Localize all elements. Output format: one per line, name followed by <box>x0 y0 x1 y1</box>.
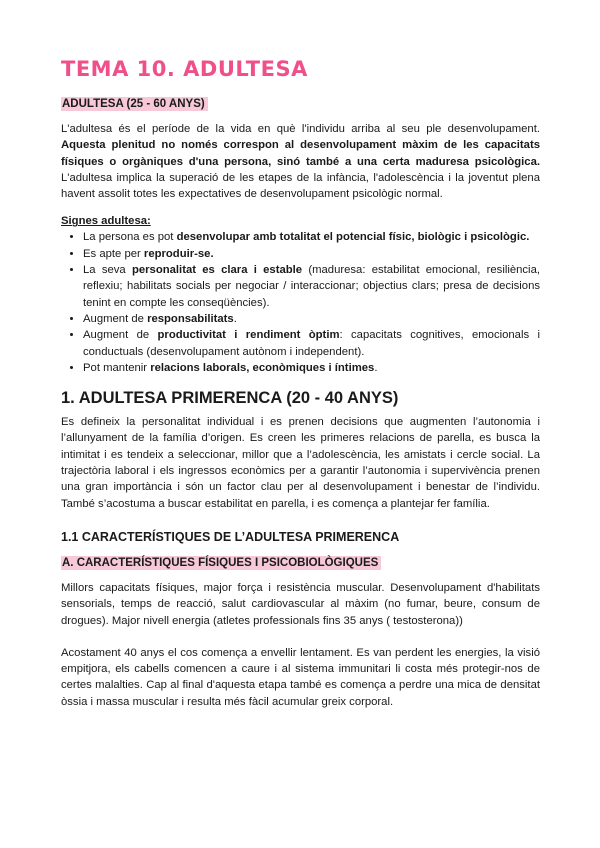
intro-paragraph <box>61 121 540 202</box>
document-page <box>61 54 540 710</box>
section-1-paragraph: Es defineix la personalitat individual i es prenen decisions que augmenten l’autonomia i l’allunyament de la família d’origen. Es creen les primeres relacions de parella, es busca la intimitat i es tendeix a seleccionar, millor que a l’adolescència, les amistats i cercle social. La trajectòria laboral i els ingressos econòmics per a garantir l’autonomia i supervivència prenen una gran importància i són un factor clau per al desenvolupament i benestar de l’individu. També s’acostuma a buscar estabilitat en parella, i es comença a plantejar fer família. <box>61 416 540 510</box>
physical-heading-block <box>61 553 540 571</box>
signs-item: • La seva personalitat es clara i estable (maduresa: estabilitat emocional, resiliència, reflexiu; habilitats socials per negociar / interaccionar; objectius clars; presa de decisions tenint en compte les conseqüències). <box>83 262 540 311</box>
adultesa-heading: ADULTESA (25 - 60 ANYS) <box>61 97 208 111</box>
signs-item: • La persona es pot desenvolupar amb totalitat el potencial físic, biològic i psicològic. <box>83 229 540 245</box>
intro-text-1: L'adultesa és el període de la vida en què l'individu arriba al seu ple desenvolupament. <box>61 123 540 135</box>
signs-item: • Augment de responsabilitats. <box>83 311 540 327</box>
intro-bold: Aquesta plenitud no només correspon al desenvolupament màxim de les capacitats físiques o orgàniques d'una persona, sinó també a una certa maduresa psicològica. <box>61 139 540 168</box>
physical-heading: A. CARACTERÍSTIQUES FÍSIQUES I PSICOBIOLÒGIQUES <box>61 556 381 570</box>
document-title: TEMA 10. ADULTESA <box>61 57 308 81</box>
paragraph-gap <box>61 629 540 645</box>
signs-list <box>61 229 540 376</box>
physical-paragraph-2: Acostament 40 anys el cos comença a envellir lentament. Es van perdent les energies, la visió empitjora, els cabells comencen a caure i al sistema immunitari li costa més protegir-nos de certes malalties. Cap al final d'aquesta etapa també es comença a perdre una mica de densitat òssia i massa muscular i resulta més fàcil acumular greix corporal. <box>61 646 540 708</box>
adultesa-heading-block <box>61 94 540 112</box>
signs-item: • Es apte per reproduir-se. <box>83 246 540 262</box>
physical-paragraph-1: Millors capacitats físiques, major força i resistència muscular. Desenvolupament d'habilitats sensorials, temps de reacció, salut cardiovascular al màxim (no fumar, beure, consum de drogues). Major nivell energia (atletes professionals fins 35 anys ( testosterona)) <box>61 581 540 627</box>
intro-text-2: L'adultesa implica la superació de les etapes de la infància, l'adolescència i la joventut plena havent assolit totes les expectatives de desenvolupament psicològic normal. <box>61 171 540 201</box>
section-1-1-heading: 1.1 CARACTERÍSTIQUES DE L’ADULTESA PRIMERENCA <box>61 529 400 544</box>
signs-heading: Signes adultesa: <box>61 215 151 228</box>
signs-item: • Augment de productivitat i rendiment òptim: capacitats cognitives, emocionals i conductuals (desenvolupament autònom i independent). <box>83 327 540 360</box>
signs-item: • Pot mantenir relacions laborals, econòmiques i íntimes. <box>83 360 540 376</box>
section-1-heading: 1. ADULTESA PRIMERENCA (20 - 40 ANYS) <box>61 389 399 408</box>
